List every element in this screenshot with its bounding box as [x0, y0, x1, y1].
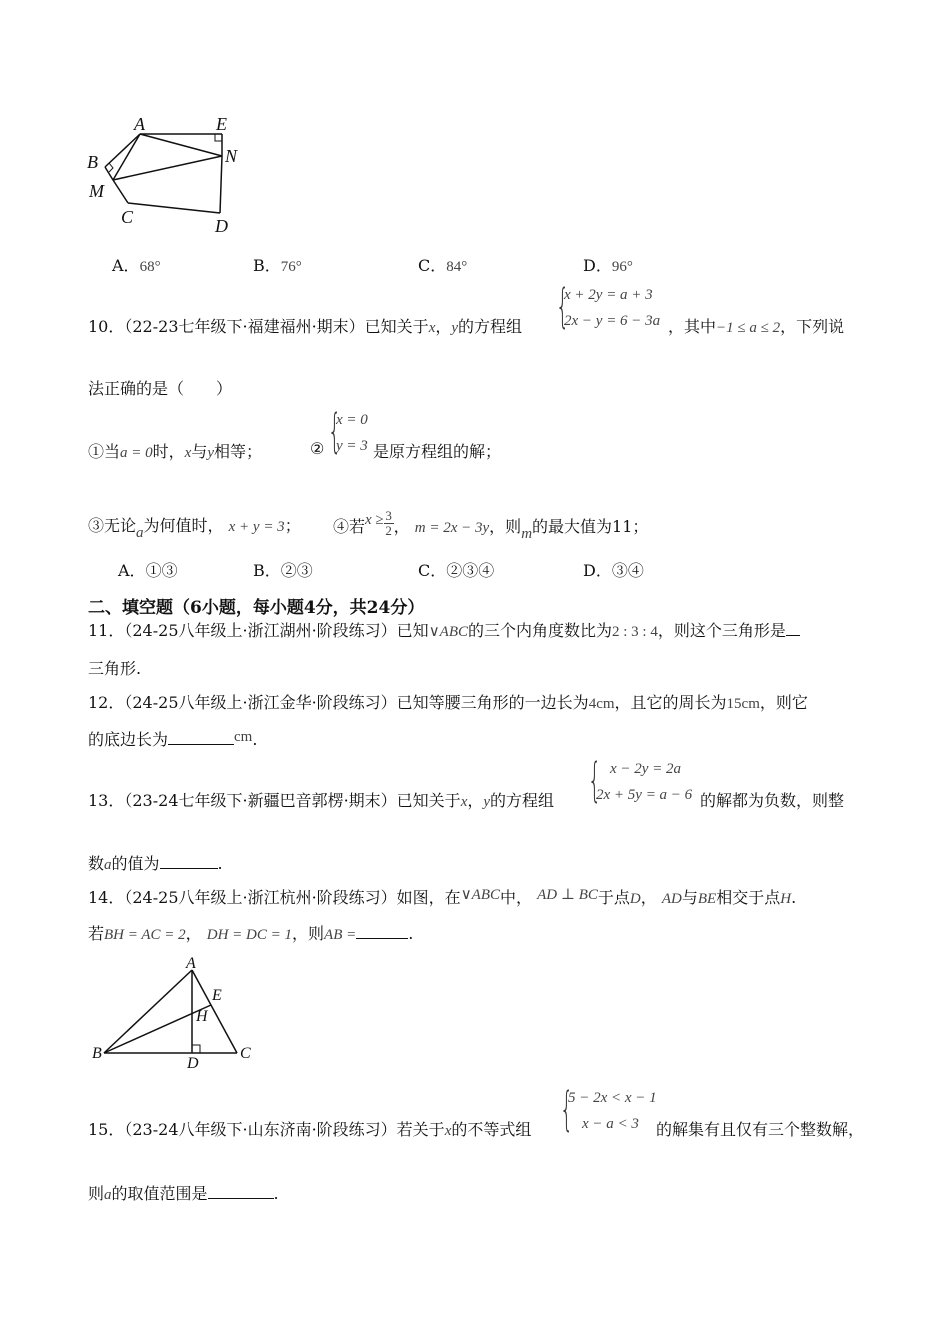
q10-eq1: x + 2y = a + 3	[564, 287, 653, 303]
q10-stem-cont: ，其中−1 ≤ a ≤ 2，下列说	[668, 317, 845, 336]
q10-option-a[interactable]: A．①③	[118, 561, 178, 580]
q10-option-b[interactable]: B．②③	[253, 561, 313, 580]
q13-brace: {	[588, 753, 602, 807]
q10-statement-2-text: 是原方程组的解；	[373, 442, 502, 461]
q10-option-d[interactable]: D．③④	[583, 561, 644, 580]
q13-answer-blank[interactable]	[160, 852, 218, 869]
q10-eq2: 2x − y = 6 − 3a	[564, 313, 661, 329]
fig2-label-C: C	[240, 1045, 251, 1062]
q13-eq1: x − 2y = 2a	[610, 761, 682, 777]
fig2-label-A: A	[186, 955, 196, 972]
q10-brace: {	[556, 279, 570, 333]
q11-line2: 三角形.	[88, 659, 142, 678]
q10-s2-eq2: y = 3	[336, 438, 368, 454]
quadrilateral-figure	[80, 110, 260, 240]
q12-answer-blank[interactable]	[168, 728, 234, 745]
segment-AN	[140, 134, 222, 156]
q15-line2: 则a的取值范围是 .	[88, 1184, 279, 1203]
q9-option-a[interactable]: A．68°	[112, 256, 161, 275]
q9-option-c[interactable]: C．84°	[418, 256, 468, 275]
q10-statement-4: ④若x ≥ $\frac{3}{2}$ ， m = 2x − 3y，则m的最大值为11；	[333, 508, 649, 542]
right-angle-E	[215, 134, 222, 141]
segment-CD	[128, 203, 220, 213]
q10-stem-line2: 法正确的是（ ）	[88, 379, 233, 398]
section-heading: 二、填空题（6小题，每小题4分，共24分）	[88, 598, 425, 618]
q10-statement-3: ③无论a为何值时， x + y = 3；	[88, 516, 301, 541]
q10-statement-2-label: ②	[310, 439, 325, 458]
q10-s2-brace: {	[328, 404, 342, 458]
q10-s2-eq1: x = 0	[336, 412, 368, 428]
fig2-label-H: H	[196, 1008, 208, 1025]
q15-stem-cont: 的解集有且仅有三个整数解，	[656, 1120, 865, 1139]
segment-ND	[220, 156, 222, 213]
q9-option-b[interactable]: B．76°	[253, 256, 302, 275]
label-B: B	[87, 152, 98, 172]
q14-line2: 若BH = AC = 2， DH = DC = 1，则AB = .	[88, 924, 414, 943]
q11-answer-blank[interactable]	[786, 619, 800, 636]
right-angle-B	[109, 163, 113, 172]
fig2-label-B: B	[92, 1045, 102, 1062]
label-C: C	[121, 207, 134, 227]
q13-eq2: 2x + 5y = a − 6	[596, 787, 693, 803]
label-E: E	[216, 114, 227, 134]
q14-answer-blank[interactable]	[356, 922, 408, 939]
label-N: N	[225, 146, 238, 166]
q15-ineq2: x − a < 3	[582, 1116, 639, 1132]
q14-stem: 14．（24-25八年级上·浙江杭州·阶段练习）如图，在∨ABC中， AD ⊥ BC于点D， AD与BE相交于点H.	[88, 887, 797, 907]
segment-AM	[113, 134, 140, 180]
fig2-label-D: D	[187, 1055, 199, 1072]
q13-stem-cont: 的解都为负数，则整	[700, 791, 845, 810]
segment-AB	[104, 970, 192, 1053]
q15-ineq1: 5 − 2x < x − 1	[568, 1090, 657, 1106]
segment-BE	[104, 1005, 211, 1053]
q15-brace: {	[560, 1082, 574, 1136]
q12-stem: 12．（24-25八年级上·浙江金华·阶段练习）已知等腰三角形的一边长为4cm，且它的周长为15cm，则它	[88, 693, 808, 712]
q10-statement-1: ①当a = 0时，x与y相等；	[88, 442, 263, 461]
fig2-label-E: E	[212, 987, 222, 1004]
segment-MC	[113, 180, 128, 203]
q15-stem: 15．（23-24八年级下·山东济南·阶段练习）若关于x的不等式组	[88, 1120, 532, 1139]
segment-MN	[113, 156, 222, 180]
label-D: D	[215, 216, 228, 236]
label-A: A	[134, 114, 145, 134]
label-M: M	[89, 181, 104, 201]
segment-AB	[105, 134, 140, 167]
q11-stem: 11．（24-25八年级上·浙江湖州·阶段练习）已知∨ABC的三个内角度数比为2 : 3 : 4，则这个三角形是	[88, 618, 800, 641]
q13-line2: 数a的值为 .	[88, 854, 223, 873]
q9-option-d[interactable]: D．96°	[583, 256, 633, 275]
q10-option-c[interactable]: C．②③④	[418, 561, 495, 580]
q13-stem: 13．（23-24七年级下·新疆巴音郭楞·期末）已知关于x，y的方程组	[88, 791, 555, 810]
q15-answer-blank[interactable]	[208, 1182, 274, 1199]
q12-line2: 的底边长为 cm.	[88, 729, 258, 749]
right-angle-D	[192, 1045, 200, 1053]
q10-stem: 10．（22-23七年级下·福建福州·期末）已知关于x，y的方程组	[88, 317, 523, 336]
